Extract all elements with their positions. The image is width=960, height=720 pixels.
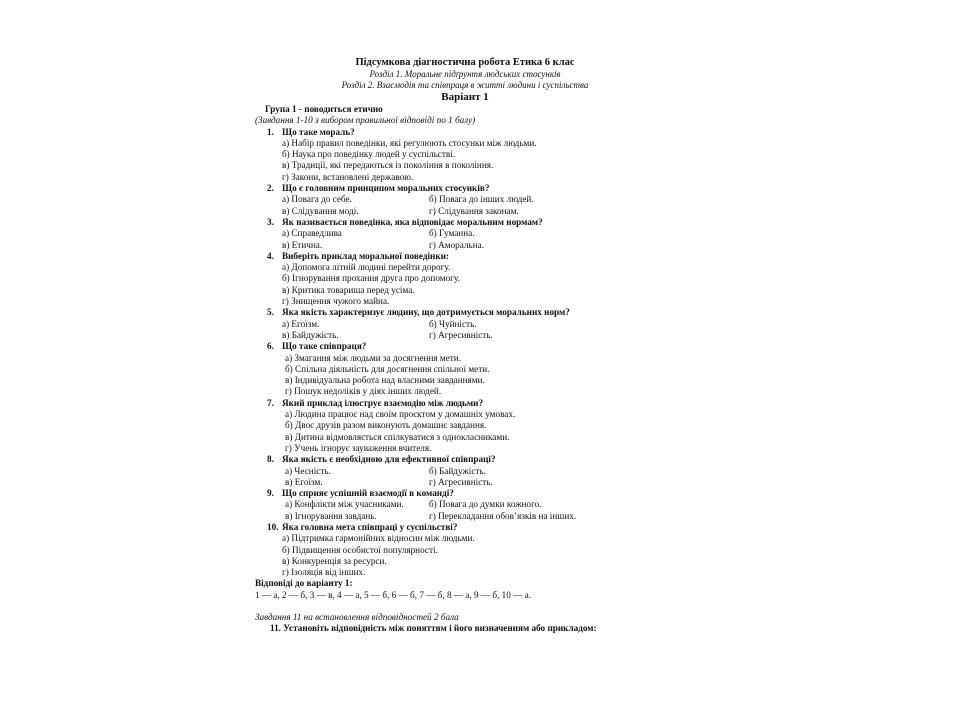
question-1 (255, 127, 675, 138)
option-row (255, 319, 675, 330)
question-number: 5. (267, 307, 274, 318)
answer-option: б) Двоє друзів разом виконують домашнє завдання. (285, 420, 487, 431)
answer-option: а) Підтримка гармонійних відносин між людьми. (282, 533, 475, 544)
answer-option: г) Закони, встановлені державою. (282, 171, 414, 182)
answer-option: а) Чесність. (285, 465, 331, 476)
section-2: Розділ 2. Взаємодія та співпраця в житті людини і суспільства (341, 80, 589, 90)
answer-option: в) Слідування моді. (282, 205, 359, 216)
question-2 (255, 183, 675, 194)
answers-title: Відповіді до варіанту 1: (255, 578, 353, 589)
answer-option: б) Наука про поведінку людей у суспільстві. (282, 149, 456, 160)
answer-option: в) Етична. (282, 239, 323, 250)
answer-option: г) Знищення чужого майна. (282, 296, 390, 307)
answer-option: в) Байдужість. (282, 329, 339, 340)
question-number: 4. (267, 250, 274, 261)
question-number: 7. (267, 397, 274, 408)
answer-option: в) Традиції, які передаються із покоління в покоління. (282, 160, 494, 171)
section-1: Розділ 1. Моральне підґрунтя людських стосунків (369, 69, 561, 79)
answer-option: в) Конкуренція за ресурси. (282, 555, 387, 566)
question-number: 9. (267, 488, 274, 499)
answer-option: б) Підвищення особистої популярності. (282, 544, 438, 555)
answer-option: в) Критика товариша перед усіма. (282, 284, 415, 295)
question-text: Який приклад ілюструє взаємодію між людьми? (282, 397, 484, 408)
question-number: 8. (267, 454, 274, 465)
question-5 (255, 307, 675, 318)
answer-option: г) Ізоляція від інших. (282, 567, 366, 578)
answer-option: б) Чуйність. (429, 318, 477, 329)
question-text: Виберіть приклад моральної поведінки: (282, 250, 449, 261)
option-row (255, 466, 675, 477)
answer-option: а) Конфлікти між учасниками. (285, 499, 404, 510)
question-9 (255, 488, 675, 499)
answer-option: а) Набір правил поведінки, які регулюють стосунки між людьми. (282, 137, 537, 148)
option-row (255, 499, 675, 510)
questions-list (255, 127, 675, 579)
question-number: 3. (267, 216, 274, 227)
question-3 (255, 217, 675, 228)
document (255, 57, 675, 635)
answers-text: 1 — а, 2 — б, 3 — в, 4 — а, 5 — б, 6 — б, 7 — б, 8 — а, 9 — б, 10 — а. (255, 589, 532, 600)
variant-title: Варіант 1 (441, 91, 489, 103)
question-4 (255, 251, 675, 262)
spacer (255, 601, 675, 612)
question-text: Яка головна мета співпраці у суспільстві? (282, 521, 458, 532)
answer-option: а) Справедлива (282, 228, 342, 239)
group-note: (Завдання 1-10 з вибором правильної відповіді по 1 балу) (255, 115, 476, 126)
option-row (255, 206, 675, 217)
option-row (255, 240, 675, 251)
question-number: 10. (267, 521, 279, 532)
question-text: Що сприяє успішній взаємодії в команді? (282, 488, 454, 499)
question-text: Що є головним принципом моральних стосунків? (282, 183, 490, 194)
question-number: 1. (267, 126, 274, 137)
group-title: Група 1 - поводиться етично (265, 104, 383, 114)
option-row (255, 477, 675, 488)
answer-option: в) Ігнорування завдань. (285, 510, 377, 521)
question-text: Яка якість характеризує людину, що дотримується моральних норм? (282, 307, 570, 318)
task11-note: Завдання 11 на встановлення відповідностей 2 бала (255, 612, 459, 623)
answer-option: г) Учень ігнорує зауваження вчителя. (285, 442, 432, 453)
answer-option: г) Агресивність. (429, 329, 493, 340)
answer-option: б) Ігнорування прохання друга про допомогу. (282, 273, 460, 284)
question-number: 6. (267, 341, 274, 352)
answer-option: а) Егоїзм. (282, 318, 320, 329)
answer-option: а) Змагання між людьми за досягнення мети. (285, 352, 461, 363)
question-text: Яка якість є необхідною для ефективної співпраці? (282, 454, 496, 465)
answer-option: г) Аморальна. (429, 239, 484, 250)
question-10 (255, 522, 675, 533)
answer-option: в) Дитина відмовляється спілкуватися з однокласниками. (285, 431, 510, 442)
option-row (255, 511, 675, 522)
answer-option: б) Байдужість. (429, 465, 486, 476)
question-6 (255, 341, 675, 352)
question-text: Що таке мораль? (282, 126, 355, 137)
answer-option: а) Повага до себе. (282, 194, 352, 205)
question-text: Що таке співпраця? (282, 341, 367, 352)
question-text: Як називається поведінка, яка відповідає моральним нормам? (282, 216, 543, 227)
answer-option: г) Пошук недоліків у діях інших людей. (285, 386, 442, 397)
question-7 (255, 398, 675, 409)
option-row (255, 194, 675, 205)
answer-option: а) Людина працює над своїм проєктом у домашніх умовах. (285, 409, 516, 420)
answer-option: г) Слідування законам. (429, 205, 519, 216)
answer-option: в) Індивідуальна робота над власними завданнями. (285, 375, 485, 386)
option-row (255, 330, 675, 341)
option-row (255, 228, 675, 239)
task11-text: 11. Установіть відповідність між поняттям і його визначенням або прикладом: (270, 623, 597, 634)
answer-option: б) Повага до думки кожного. (429, 499, 542, 510)
answer-option: б) Гуманна. (429, 228, 475, 239)
question-8 (255, 454, 675, 465)
answer-option: г) Перекладання обов’язків на інших. (429, 510, 577, 521)
answer-option: в) Егоїзм. (285, 476, 323, 487)
answer-option: г) Агресивність. (429, 476, 493, 487)
answer-option: б) Спільна діяльність для досягнення спільної мети. (285, 363, 490, 374)
answer-option: б) Повага до інших людей. (429, 194, 534, 205)
doc-title: Підсумкова діагностична робота Етика 6 клас (355, 57, 575, 68)
question-number: 2. (267, 183, 274, 194)
answer-option: а) Допомога літній людині перейти дорогу. (282, 262, 451, 273)
